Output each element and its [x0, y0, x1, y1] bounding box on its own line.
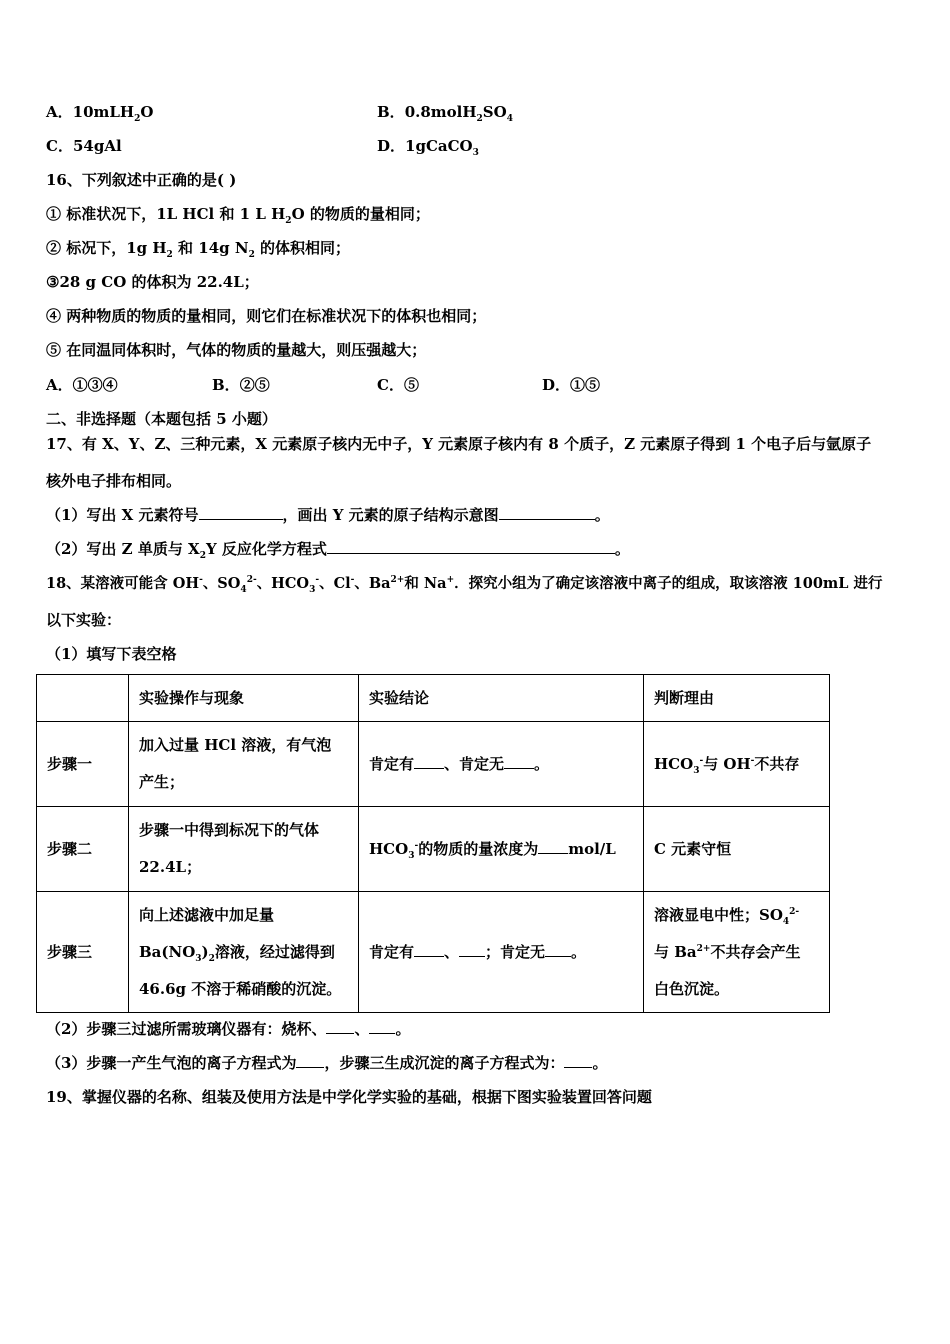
q17-subquestion-1: （1）写出 X 元素符号 ，画出 Y 元素的原子结构示意图 。	[46, 506, 610, 524]
q16-option-b: B．②⑤	[212, 376, 270, 394]
table-row	[37, 892, 830, 1013]
reason-cell: 溶液显电中性；$SO_4^{2-}$ 与 $Ba^{2+}$不共存会产生 白色沉淀。	[644, 892, 830, 1013]
answer-blank[interactable]	[414, 942, 444, 957]
q18-stem-line2: 以下实验：	[46, 611, 122, 629]
q15-option-c: C．54gAl	[46, 137, 122, 155]
q16-statement-3: ③28 g CO 的体积为 22.4L；	[46, 273, 259, 291]
table-header-row	[37, 675, 830, 722]
step-label: 步骤一	[37, 722, 129, 807]
q18-stem-line1: 18、某溶液可能含 OH-、$SO_4^{2-}$、$HCO_3^-$、Cl-、$Ba^{2+}$和 Na+．探究小组为了确定该溶液中离子的组成，取该溶液 100mL 进行	[46, 575, 883, 595]
answer-blank[interactable]	[327, 539, 615, 554]
answer-blank[interactable]	[199, 505, 283, 520]
q15-option-b: B．$0.8molH_2SO_4$	[377, 103, 513, 124]
conclusion-cell: 肯定有 、肯定无 。	[359, 722, 644, 807]
q18-subquestion-2: （2）步骤三过滤所需玻璃仪器有：烧杯、 、 。	[46, 1020, 411, 1038]
q17-stem-line2: 核外电子排布相同。	[46, 472, 182, 490]
reason-cell: $HCO_3^-$与 OH-不共存	[644, 722, 830, 807]
answer-blank[interactable]	[545, 942, 571, 957]
answer-blank[interactable]	[499, 505, 595, 520]
operation-cell: 步骤一中得到标况下的气体 22.4L；	[129, 807, 359, 892]
table-header: 实验操作与现象	[129, 675, 359, 722]
q16-statement-5: ⑤ 在同温同体积时，气体的物质的量越大，则压强越大；	[46, 341, 427, 359]
table-row	[37, 807, 830, 892]
conclusion-cell: 肯定有 、 ；肯定无 。	[359, 892, 644, 1013]
answer-blank[interactable]	[369, 1019, 395, 1034]
q16-statement-4: ④ 两种物质的物质的量相同，则它们在标准状况下的体积也相同；	[46, 307, 487, 325]
q18-subquestion-1: （1）填写下表空格	[46, 645, 177, 663]
q17-stem-line1: 17、有 X、Y、Z、三种元素，X 元素原子核内无中子，Y 元素原子核内有 8 个质子，Z 元素原子得到 1 个电子后与氩原子	[46, 435, 872, 453]
answer-blank[interactable]	[538, 839, 568, 854]
section-heading: 二、非选择题（本题包括 5 小题）	[46, 410, 277, 428]
q16-statement-1: ① 标准状况下，1L HCl 和 1 L $H_2O$ 的物质的量相同；	[46, 205, 430, 226]
experiment-table	[36, 674, 830, 1013]
q17-subquestion-2: （2）写出 Z 单质与 $X_2Y$ 反应化学方程式 。	[46, 540, 630, 561]
table-header: 实验结论	[359, 675, 644, 722]
table-row	[37, 722, 830, 807]
q19-stem: 19、掌握仪器的名称、组装及使用方法是中学化学实验的基础，根据下图实验装置回答问题	[46, 1088, 652, 1106]
step-label: 步骤二	[37, 807, 129, 892]
answer-blank[interactable]	[296, 1053, 324, 1068]
conclusion-cell: $HCO_3^-$的物质的量浓度为 mol/L	[359, 807, 644, 892]
q18-subquestion-3: （3）步骤一产生气泡的离子方程式为 ，步骤三生成沉淀的离子方程式为： 。	[46, 1054, 608, 1072]
answer-blank[interactable]	[564, 1053, 592, 1068]
operation-cell: 向上述滤液中加足量 $Ba(NO_3)_2$溶液，经过滤得到 46.6g 不溶于稀硝酸的沉淀。	[129, 892, 359, 1013]
answer-blank[interactable]	[414, 754, 444, 769]
q15-option-a: A．10mLH$_2$O	[46, 103, 154, 124]
reason-cell: C 元素守恒	[644, 807, 830, 892]
answer-blank[interactable]	[504, 754, 534, 769]
q15-option-d: D．1gCaCO$_3$	[377, 137, 479, 158]
answer-blank[interactable]	[326, 1019, 354, 1034]
q16-option-a: A．①③④	[46, 376, 118, 394]
operation-cell: 加入过量 HCl 溶液，有气泡 产生；	[129, 722, 359, 807]
answer-blank[interactable]	[459, 942, 485, 957]
q16-option-c: C．⑤	[377, 376, 419, 394]
q16-option-d: D．①⑤	[542, 376, 601, 394]
q16-statement-2: ② 标况下，1g $H_2$ 和 14g $N_2$ 的体积相同；	[46, 239, 351, 260]
step-label: 步骤三	[37, 892, 129, 1013]
table-header: 判断理由	[644, 675, 830, 722]
table-header	[37, 675, 129, 722]
q16-stem: 16、下列叙述中正确的是( )	[46, 171, 237, 189]
